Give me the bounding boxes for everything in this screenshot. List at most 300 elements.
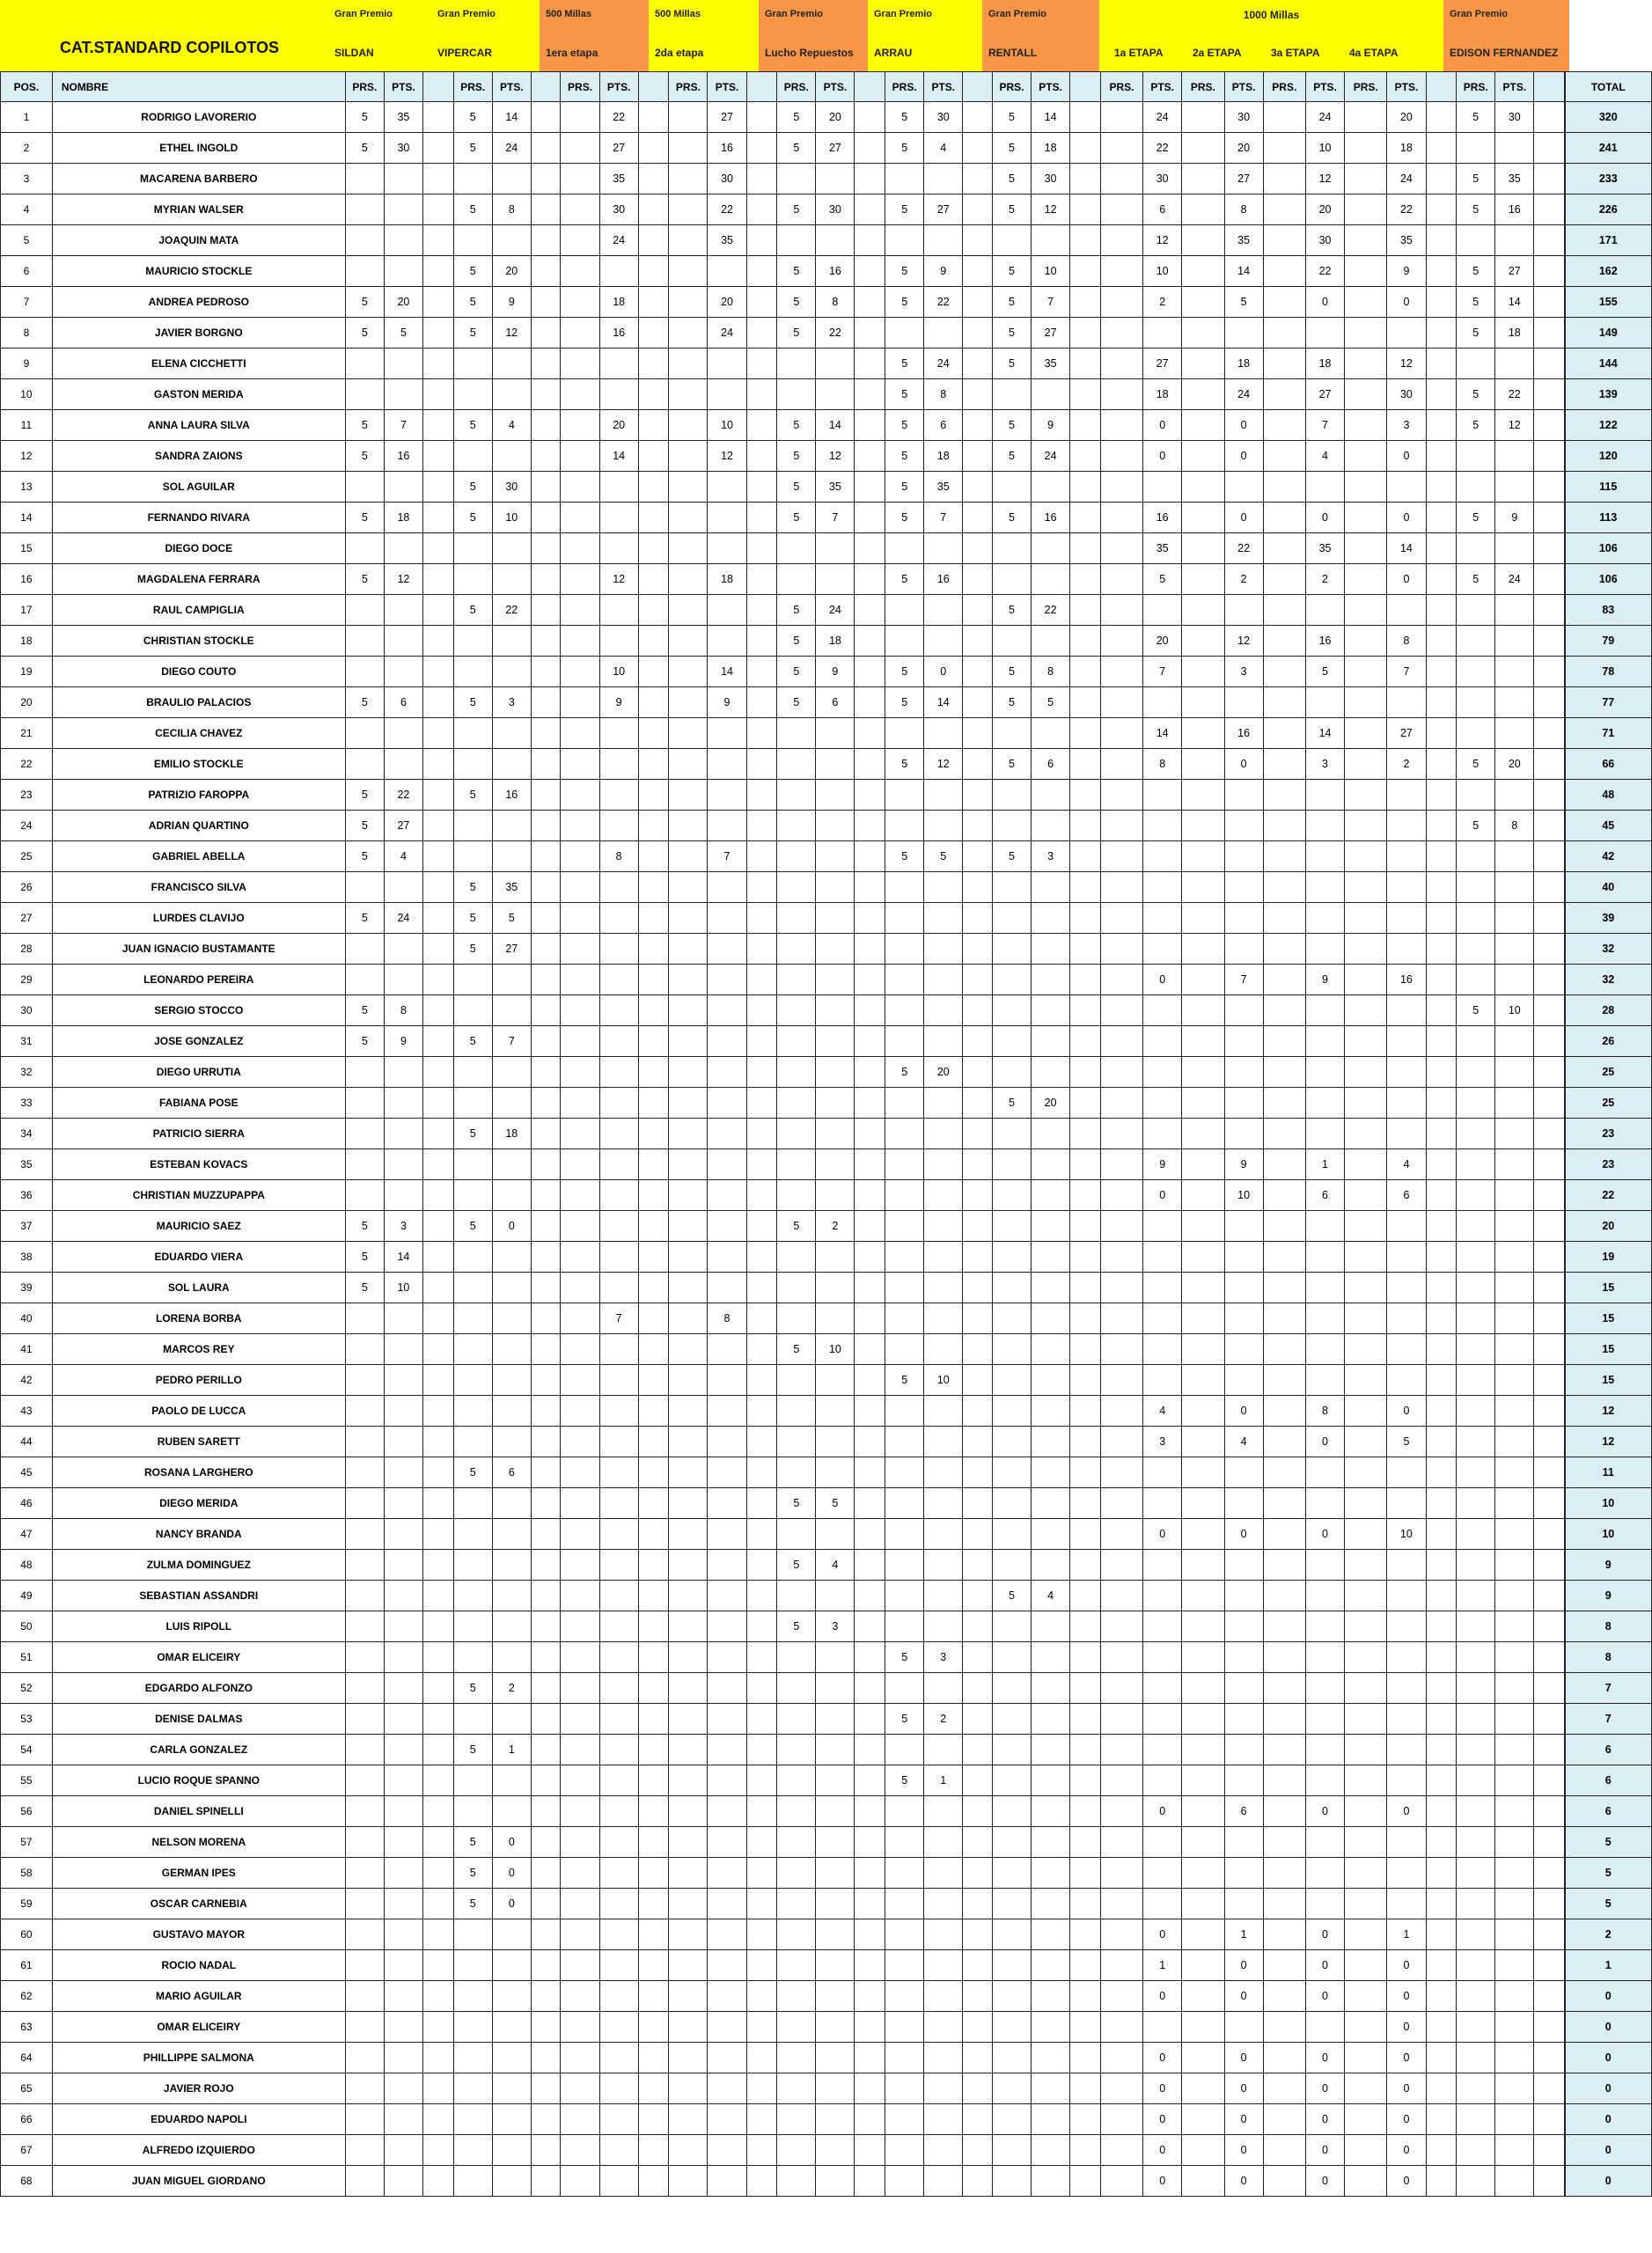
spacer-cell [531,349,561,379]
spacer-cell [746,349,777,379]
prs-cell [1345,1704,1387,1735]
prs-cell [1457,349,1495,379]
table-row [1,903,1652,934]
spacer-cell [531,318,561,349]
event-type: 500 Millas [655,9,701,19]
pts-cell: 3 [1305,749,1344,780]
pts-cell [1495,441,1534,472]
prs-cell [1100,2166,1142,2197]
spacer-cell [423,1457,454,1488]
spacer-cell [1426,1642,1457,1673]
pts-cell [1387,1026,1426,1057]
pts-cell [384,1303,422,1334]
name-cell: NELSON MORENA [52,1827,345,1858]
prs-cell [1100,1981,1142,2012]
table-row [1,441,1652,472]
spacer-cell [531,1149,561,1180]
prs-cell [669,1026,708,1057]
pts-cell [816,2166,855,2197]
spacer-cell [1070,749,1101,780]
pts-cell [1032,1488,1070,1519]
pts-cell [924,995,963,1026]
pts-cell [1387,1889,1426,1919]
prs-cell [1345,995,1387,1026]
spacer-cell [746,1735,777,1765]
pts-cell [816,1026,855,1057]
pts-cell: 1 [1387,1919,1426,1950]
prs-cell [561,2012,599,2043]
pts-cell [1387,1088,1426,1119]
prs-cell [453,1981,492,2012]
spacer-cell [1534,1519,1565,1550]
pts-cell: 22 [384,780,422,811]
pts-cell: 2 [1387,749,1426,780]
table-row [1,1057,1652,1088]
stage-label-2: 2a ETAPA [1193,47,1242,59]
prs-cell: 5 [453,1735,492,1765]
spacer-cell [423,1704,454,1735]
pts-cell [599,1149,638,1180]
header-prs: PRS. [345,72,384,102]
spacer-cell [746,1396,777,1427]
total-cell: 79 [1565,626,1652,657]
spacer-cell [963,626,993,657]
position-cell: 44 [1,1427,53,1457]
pts-cell [384,872,422,903]
prs-cell [453,1180,492,1211]
prs-cell [1457,934,1495,965]
pts-cell [1224,1858,1263,1889]
pts-cell: 12 [1305,164,1344,194]
table-row [1,1211,1652,1242]
pts-cell: 5 [384,318,422,349]
pts-cell [1387,1827,1426,1858]
pts-cell: 3 [924,1642,963,1673]
prs-cell [561,102,599,133]
pts-cell [1387,903,1426,934]
prs-cell [561,965,599,995]
spacer-cell [1070,1796,1101,1827]
pts-cell [816,1057,855,1088]
prs-cell [1100,657,1142,687]
prs-cell [1263,1211,1305,1242]
pts-cell [924,2073,963,2104]
event-name: EDISON FERNANDEZ [1450,47,1559,59]
pts-cell: 12 [1143,225,1182,256]
prs-cell [1457,225,1495,256]
pts-cell [924,318,963,349]
pts-cell [1305,872,1344,903]
position-cell: 35 [1,1149,53,1180]
spacer-cell [746,657,777,687]
spacer-cell [1534,1365,1565,1396]
pts-cell [384,1457,422,1488]
prs-cell: 5 [992,164,1031,194]
spacer-cell [423,2135,454,2166]
pts-cell: 30 [708,164,746,194]
pts-cell [599,1735,638,1765]
pts-cell [1305,1858,1344,1889]
prs-cell [992,1796,1031,1827]
pts-cell [1495,965,1534,995]
spacer-cell [1534,318,1565,349]
pts-cell: 0 [1143,1919,1182,1950]
spacer-cell [963,1396,993,1427]
spacer-cell [1534,1488,1565,1519]
total-cell: 241 [1565,133,1652,164]
spacer-cell [1426,595,1457,626]
pts-cell: 5 [492,903,531,934]
pts-cell [1224,1765,1263,1796]
spacer-cell [1070,1273,1101,1303]
prs-cell [669,225,708,256]
column-header-row [1,72,1652,102]
prs-cell [992,2166,1031,2197]
prs-cell [1263,2135,1305,2166]
pts-cell [816,1088,855,1119]
prs-cell [453,441,492,472]
pts-cell [1495,1303,1534,1334]
prs-cell [885,1488,924,1519]
prs-cell [992,1303,1031,1334]
spacer-cell [1534,1950,1565,1981]
position-cell: 51 [1,1642,53,1673]
prs-cell [1100,225,1142,256]
spacer-cell [746,2166,777,2197]
spacer-cell [963,2073,993,2104]
spacer-cell [423,1919,454,1950]
spacer-cell [1070,1704,1101,1735]
prs-cell [669,1642,708,1673]
table-row [1,657,1652,687]
spacer-cell [531,1488,561,1519]
pts-cell [1224,1827,1263,1858]
spacer-cell [638,1334,669,1365]
spacer-cell [423,2043,454,2073]
spacer-cell [638,1180,669,1211]
pts-cell [1224,872,1263,903]
pts-cell [1032,1365,1070,1396]
prs-cell [1345,2073,1387,2104]
pts-cell [1143,1735,1182,1765]
spacer-cell [963,1550,993,1581]
spacer-cell [963,872,993,903]
prs-cell [885,1303,924,1334]
pts-cell [708,1611,746,1642]
prs-cell [1182,687,1224,718]
prs-cell [561,1427,599,1457]
table-row [1,2135,1652,2166]
prs-cell [1345,2166,1387,2197]
spacer-cell [963,1827,993,1858]
pts-cell: 22 [1032,595,1070,626]
prs-cell [1263,287,1305,318]
pts-cell [708,1827,746,1858]
pts-cell [1305,472,1344,503]
spacer-cell [746,1642,777,1673]
pts-cell [384,1735,422,1765]
table-row [1,1919,1652,1950]
spacer-cell [1534,1242,1565,1273]
pts-cell [1305,1827,1344,1858]
spacer-cell [423,472,454,503]
name-cell: SOL AGUILAR [52,472,345,503]
prs-cell [561,1673,599,1704]
pts-cell [384,965,422,995]
spacer-cell [638,349,669,379]
spacer-cell [638,1981,669,2012]
event-name: VIPERCAR [437,47,493,59]
name-cell: ROCIO NADAL [52,1950,345,1981]
prs-cell [669,657,708,687]
pts-cell [1495,2166,1534,2197]
pts-cell [924,718,963,749]
pts-cell: 20 [1387,102,1426,133]
prs-cell [1345,225,1387,256]
pts-cell: 18 [384,503,422,533]
prs-cell [561,1119,599,1149]
pts-cell [1032,225,1070,256]
spacer-cell [1534,2043,1565,2073]
pts-cell [1305,1581,1344,1611]
spacer-cell [855,2135,885,2166]
prs-cell [669,1365,708,1396]
pts-cell [599,1581,638,1611]
prs-cell [777,872,816,903]
spacer-cell [531,1704,561,1735]
pts-cell: 27 [599,133,638,164]
pts-cell [708,1704,746,1735]
pts-cell [599,1611,638,1642]
spacer-cell [423,1673,454,1704]
prs-cell [885,1981,924,2012]
pts-cell [708,2073,746,2104]
pts-cell [924,1919,963,1950]
prs-cell [669,2104,708,2135]
spacer-cell [855,1488,885,1519]
pts-cell [1032,626,1070,657]
pts-cell [1387,1488,1426,1519]
prs-cell [777,841,816,872]
spacer-cell [963,1673,993,1704]
prs-cell [453,657,492,687]
pts-cell [708,1088,746,1119]
spacer-cell [963,2104,993,2135]
pts-cell [492,2166,531,2197]
spacer-cell [531,1119,561,1149]
pts-cell [599,1519,638,1550]
spacer-cell [638,318,669,349]
event-name: 2da etapa [655,47,704,59]
prs-cell [669,318,708,349]
pts-cell: 10 [1143,256,1182,287]
spacer-cell [531,811,561,841]
prs-cell [992,1765,1031,1796]
position-cell: 58 [1,1858,53,1889]
spacer-cell [855,1149,885,1180]
pts-cell: 0 [1224,441,1263,472]
prs-cell [453,1334,492,1365]
header-pts: PTS. [1032,72,1070,102]
position-cell: 26 [1,872,53,903]
pts-cell [1032,1611,1070,1642]
position-cell: 60 [1,1919,53,1950]
pts-cell: 4 [1032,1581,1070,1611]
prs-cell [992,811,1031,841]
spacer-cell [746,965,777,995]
prs-cell [1100,934,1142,965]
pts-cell [708,2012,746,2043]
pts-cell [384,1488,422,1519]
spacer-cell [963,164,993,194]
total-cell: 10 [1565,1519,1652,1550]
pts-cell [384,1396,422,1427]
spacer-cell [855,1827,885,1858]
spacer-cell [855,441,885,472]
spacer-cell [531,410,561,441]
spacer-cell [1070,564,1101,595]
prs-cell [1100,1057,1142,1088]
spacer-cell [638,1273,669,1303]
prs-cell [885,1180,924,1211]
pts-cell: 30 [1495,102,1534,133]
total-cell: 7 [1565,1704,1652,1735]
prs-cell [1182,1919,1224,1950]
pts-cell [1032,1735,1070,1765]
prs-cell [453,349,492,379]
prs-cell [1100,687,1142,718]
prs-cell: 5 [345,287,384,318]
pts-cell [708,811,746,841]
spacer-cell [423,287,454,318]
prs-cell [1263,718,1305,749]
prs-cell [1100,1642,1142,1673]
spacer-cell [1534,472,1565,503]
prs-cell [561,1550,599,1581]
spacer-cell [855,1981,885,2012]
name-cell: JOAQUIN MATA [52,225,345,256]
prs-cell [669,1858,708,1889]
prs-cell [669,687,708,718]
spacer-cell [1426,1242,1457,1273]
pts-cell: 18 [816,626,855,657]
pts-cell: 4 [1387,1149,1426,1180]
spacer-cell [423,256,454,287]
pts-cell: 35 [924,472,963,503]
pts-cell [924,780,963,811]
prs-cell [1457,872,1495,903]
pts-cell: 20 [816,102,855,133]
spacer-cell [963,780,993,811]
spacer-cell [638,1889,669,1919]
spacer-cell [1426,780,1457,811]
pts-cell [492,1057,531,1088]
pts-cell [1305,841,1344,872]
pts-cell [1224,811,1263,841]
pts-cell: 0 [1387,2012,1426,2043]
prs-cell [777,1427,816,1457]
pts-cell: 3 [1224,657,1263,687]
spacer-cell [746,1981,777,2012]
pts-cell [599,1704,638,1735]
spacer-cell [1426,1488,1457,1519]
prs-cell [1345,2012,1387,2043]
prs-cell [561,595,599,626]
prs-cell [992,1149,1031,1180]
spacer-cell [638,1365,669,1396]
spacer-cell [855,1673,885,1704]
prs-cell [1345,1149,1387,1180]
prs-cell [1345,1519,1387,1550]
total-cell: 0 [1565,2135,1652,2166]
pts-cell [816,1642,855,1673]
prs-cell [777,1673,816,1704]
pts-cell: 24 [384,903,422,934]
position-cell: 1 [1,102,53,133]
spacer-cell [1070,1673,1101,1704]
spacer-cell [1534,194,1565,225]
position-cell: 43 [1,1396,53,1427]
prs-cell [1457,1796,1495,1827]
pts-cell [1032,934,1070,965]
spacer-cell [1426,2073,1457,2104]
position-cell: 49 [1,1581,53,1611]
name-cell: CHRISTIAN STOCKLE [52,626,345,657]
pts-cell: 20 [492,256,531,287]
prs-cell: 5 [777,1211,816,1242]
table-row [1,503,1652,533]
pts-cell: 0 [1224,2073,1263,2104]
spacer-cell [855,1242,885,1273]
pts-cell [924,1673,963,1704]
prs-cell: 5 [992,687,1031,718]
spacer-cell [423,1858,454,1889]
pts-cell: 5 [816,1488,855,1519]
spacer-cell [963,133,993,164]
pts-cell [1032,995,1070,1026]
prs-cell [669,1242,708,1273]
prs-cell [777,2043,816,2073]
spacer-cell [963,657,993,687]
spacer-cell [638,1611,669,1642]
prs-cell [1457,1427,1495,1457]
spacer-cell [855,1735,885,1765]
spacer-cell [638,1026,669,1057]
pts-cell: 35 [1224,225,1263,256]
pts-cell: 2 [492,1673,531,1704]
pts-cell: 0 [924,657,963,687]
spacer-cell [531,1765,561,1796]
prs-cell [1345,1550,1387,1581]
spacer-cell [855,318,885,349]
pts-cell [1032,1211,1070,1242]
pts-cell [816,934,855,965]
prs-cell [885,718,924,749]
pts-cell [924,965,963,995]
pts-cell: 9 [816,657,855,687]
prs-cell [1182,1088,1224,1119]
pts-cell [1143,811,1182,841]
prs-cell [1182,1581,1224,1611]
pts-cell: 14 [816,410,855,441]
pts-cell: 30 [1305,225,1344,256]
prs-cell: 5 [885,102,924,133]
pts-cell [708,1026,746,1057]
spacer-cell [423,995,454,1026]
stage-label-1: 1a ETAPA [1114,47,1164,59]
total-cell: 25 [1565,1088,1652,1119]
spacer-cell [638,1211,669,1242]
